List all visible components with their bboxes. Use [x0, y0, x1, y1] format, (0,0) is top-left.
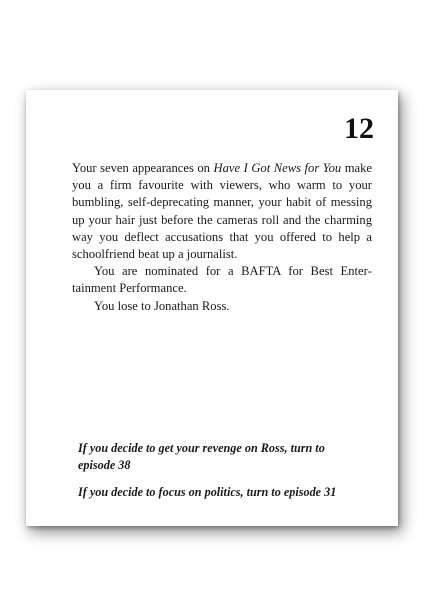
body-text — [72, 160, 372, 315]
paragraph-3: You lose to Jonathan Ross. — [94, 298, 230, 313]
page-number: 12 — [344, 112, 374, 145]
choice-revenge: If you decide to get your revenge on Ross, turn to episode 38 — [78, 441, 325, 472]
choice-politics: If you decide to focus on politics, turn to episode 31 — [78, 485, 337, 499]
paragraph-1 — [72, 160, 372, 263]
book-page — [26, 90, 398, 526]
paragraph-1-rest: make you a firm favourite with viewers, who warm to your bumbling, self-deprecating manner, your habit of messing up your hair just before the cameras roll and the charming way you deflect accusations that you offered to help a schoolfriend beat up a journalist. — [72, 161, 373, 262]
show-title: Have I Got News for You — [213, 161, 342, 175]
paragraph-1-lead: Your seven appearances on — [72, 161, 214, 175]
paragraph-2: You are nominated for a BAFTA for Best Entertainment Performance. — [72, 264, 372, 296]
choices — [78, 440, 358, 511]
